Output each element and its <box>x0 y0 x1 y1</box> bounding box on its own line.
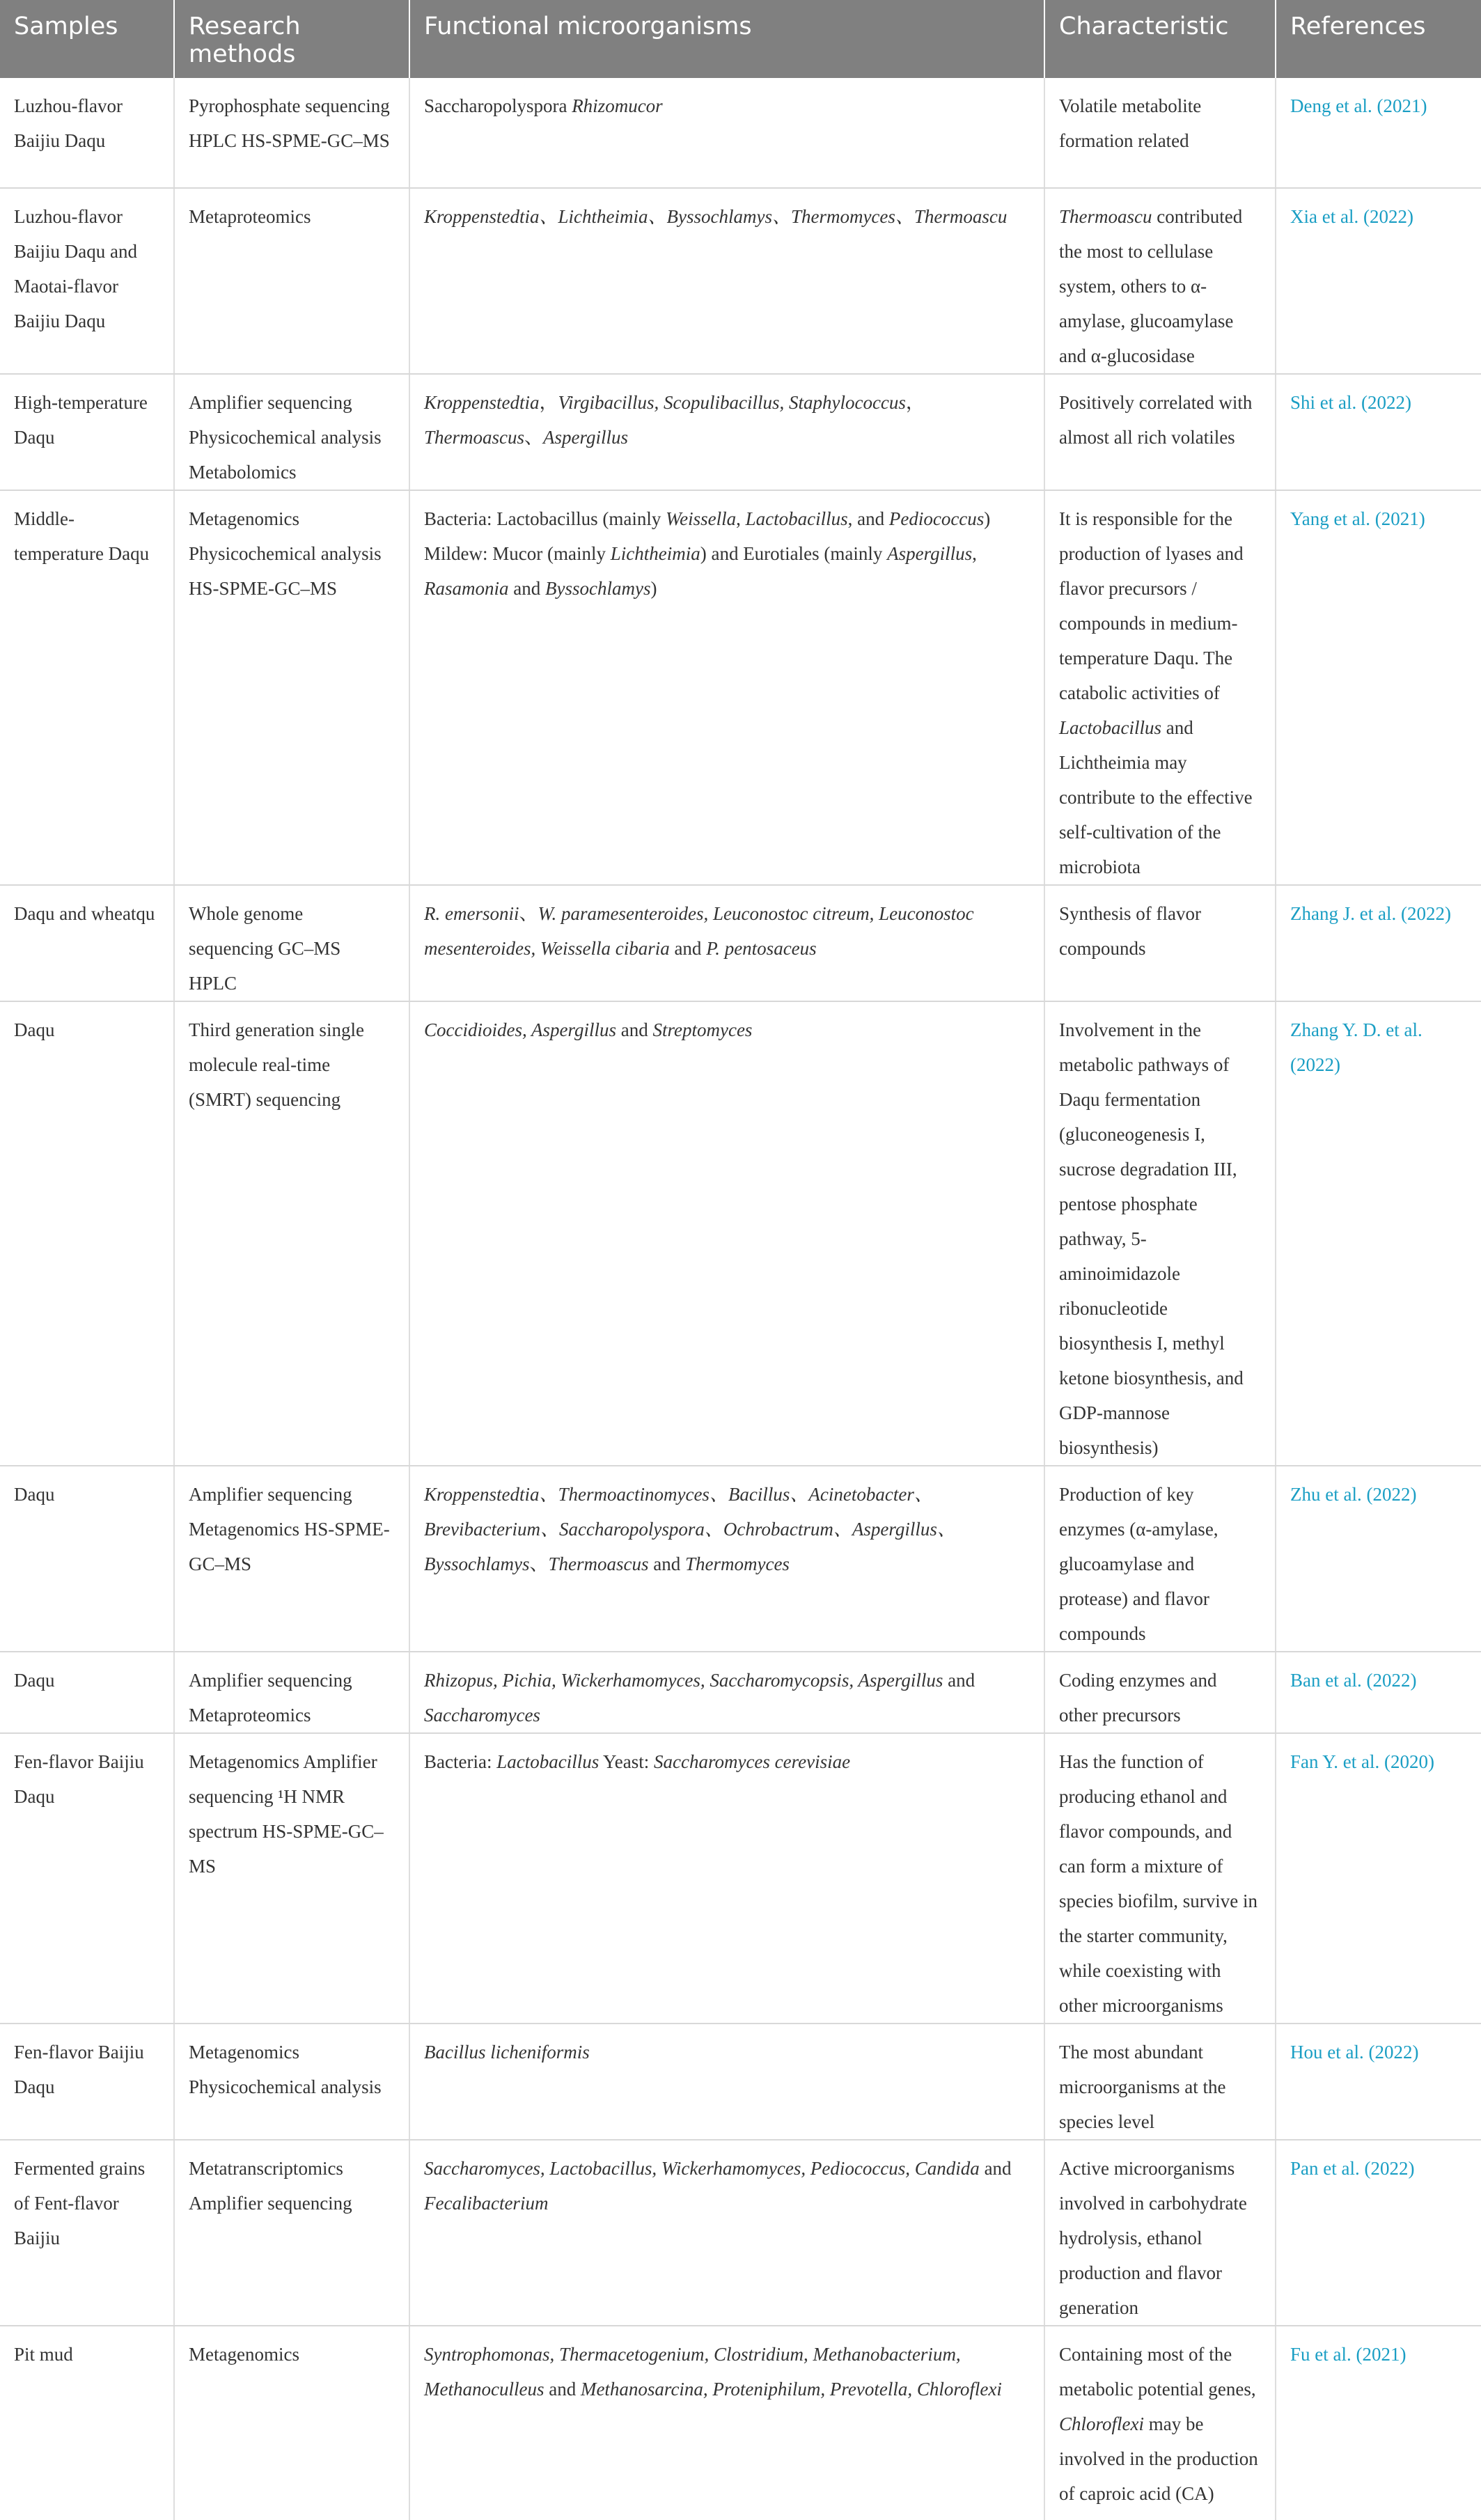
italic-text-segment: Chloroflexi <box>1059 2413 1144 2434</box>
cell-functional-microorganisms <box>409 188 1044 374</box>
text-segment: ) Mildew: Mucor (mainly <box>424 508 991 564</box>
text-segment: may be involved in the production of caproic acid (CA) <box>1059 2413 1258 2504</box>
text-segment: , <box>972 543 977 564</box>
text-segment: It is responsible for the production of lyases and flavor precursors / compounds in medium-temperature Daqu. The catabolic activities of <box>1059 508 1244 703</box>
italic-text-segment: Syntrophomonas, Thermacetogenium, Clostridium, Methanobacterium, Methanoculleus <box>424 2344 961 2400</box>
italic-text-segment: Thermomyces <box>684 1554 790 1574</box>
text-segment: contributed the most to cellulase system, others to α-amylase, glucoamylase and α-glucosidase <box>1059 206 1243 366</box>
cell-research-methods: Metagenomics Physicochemical analysis HS-SPME-GC–MS <box>174 490 409 885</box>
text-segment: and <box>616 1019 653 1040</box>
text-segment: ) and Eurotiales (mainly <box>700 543 888 564</box>
cell-research-methods: Pyrophosphate sequencing HPLC HS-SPME-GC–MS <box>174 78 409 188</box>
italic-text-segment: Saccharomyces, Lactobacillus, Wickerhamomyces, Pediococcus, Candida <box>424 2158 980 2179</box>
cell-functional-microorganisms <box>409 2024 1044 2140</box>
italic-text-segment: W. paramesenteroides, Leuconostoc citreum, Leuconostoc mesenteroides, Weissella cibaria <box>424 903 974 959</box>
text-segment: and Lichtheimia may contribute to the effective self-cultivation of the microbiota <box>1059 717 1253 877</box>
cell-characteristic <box>1044 2140 1276 2326</box>
cell-research-methods: Metagenomics Amplifier sequencing ¹H NMR spectrum HS-SPME-GC–MS <box>174 1733 409 2024</box>
cell-research-methods: Metaproteomics <box>174 188 409 374</box>
cell-research-methods: Amplifier sequencing Metagenomics HS-SPME-GC–MS <box>174 1466 409 1652</box>
cell-research-methods: Metatranscriptomics Amplifier sequencing <box>174 2140 409 2326</box>
cell-samples: Middle-temperature Daqu <box>0 490 174 885</box>
cell-reference-link[interactable]: Fan Y. et al. (2020) <box>1276 1733 1481 2024</box>
cell-functional-microorganisms <box>409 2326 1044 2520</box>
text-segment: Yeast: <box>599 1751 654 1772</box>
table-row <box>0 188 1481 374</box>
italic-text-segment: Methanosarcina, Proteniphilum, Prevotella, Chloroflexi <box>580 2379 1002 2400</box>
cell-samples: High-temperature Daqu <box>0 374 174 490</box>
text-segment: Bacteria: Lactobacillus (mainly <box>424 508 666 529</box>
table-row <box>0 2024 1481 2140</box>
cell-research-methods: Amplifier sequencing Metaproteomics <box>174 1652 409 1733</box>
cell-reference-link[interactable]: Fu et al. (2021) <box>1276 2326 1481 2520</box>
italic-text-segment: Coccidioides, Aspergillus <box>424 1019 616 1040</box>
italic-text-segment: Rhizopus, Pichia, Wickerhamomyces, Saccharomycopsis, Aspergillus <box>424 1670 943 1691</box>
cell-characteristic <box>1044 1466 1276 1652</box>
cell-research-methods: Third generation single molecule real-time (SMRT) sequencing <box>174 1001 409 1466</box>
italic-text-segment: Streptomyces <box>652 1019 753 1040</box>
text-segment: Active microorganisms involved in carbohydrate hydrolysis, ethanol production and flavor generation <box>1059 2158 1247 2318</box>
cell-characteristic <box>1044 1652 1276 1733</box>
table-row <box>0 78 1481 188</box>
cell-functional-microorganisms <box>409 1001 1044 1466</box>
cell-functional-microorganisms <box>409 490 1044 885</box>
text-segment: ， <box>905 392 925 413</box>
italic-text-segment: Aspergillus <box>887 543 973 564</box>
text-segment: Synthesis of flavor compounds <box>1059 903 1201 959</box>
text-segment: Containing most of the metabolic potential genes, <box>1059 2344 1256 2400</box>
text-segment: ， <box>539 392 558 413</box>
cell-functional-microorganisms <box>409 374 1044 490</box>
cell-samples: Daqu <box>0 1001 174 1466</box>
italic-text-segment: Fecalibacterium <box>424 2193 549 2214</box>
table-row <box>0 2326 1481 2520</box>
header-characteristic: Characteristic <box>1044 0 1276 78</box>
text-segment: and <box>648 1554 685 1574</box>
text-segment: , and <box>847 508 889 529</box>
cell-samples: Fen-flavor Baijiu Daqu <box>0 2024 174 2140</box>
cell-reference-link[interactable]: Zhang Y. D. et al. (2022) <box>1276 1001 1481 1466</box>
text-segment: Bacteria: <box>424 1751 497 1772</box>
text-segment: and <box>979 2158 1012 2179</box>
text-segment: and <box>544 2379 581 2400</box>
table-row <box>0 1466 1481 1652</box>
cell-samples: Daqu <box>0 1652 174 1733</box>
cell-characteristic <box>1044 188 1276 374</box>
text-segment: 、 <box>524 427 544 448</box>
cell-functional-microorganisms <box>409 78 1044 188</box>
italic-text-segment: Saccharomyces cerevisiae <box>653 1751 851 1772</box>
italic-text-segment: Thermoascus <box>424 427 525 448</box>
text-segment: The most abundant microorganisms at the species level <box>1059 2042 1226 2132</box>
header-references: References <box>1276 0 1481 78</box>
table-body <box>0 78 1481 2520</box>
cell-research-methods: Metagenomics Physicochemical analysis <box>174 2024 409 2140</box>
header-research-methods: Research methods <box>174 0 409 78</box>
cell-characteristic <box>1044 374 1276 490</box>
cell-samples: Pit mud <box>0 2326 174 2520</box>
text-segment: Coding enzymes and other precursors <box>1059 1670 1217 1725</box>
cell-reference-link[interactable]: Shi et al. (2022) <box>1276 374 1481 490</box>
table-header <box>0 0 1481 78</box>
table-row <box>0 374 1481 490</box>
italic-text-segment: R. emersonii <box>424 903 519 924</box>
italic-text-segment: Lactobacillus <box>496 1751 600 1772</box>
italic-text-segment: Weissella <box>666 508 737 529</box>
cell-samples: Fermented grains of Fent-flavor Baijiu <box>0 2140 174 2326</box>
text-segment: 、 <box>519 903 538 924</box>
italic-text-segment: Pediococcus <box>888 508 985 529</box>
italic-text-segment: Rasamonia <box>424 578 509 599</box>
italic-text-segment: Rhizomucor <box>572 95 663 116</box>
text-segment: and <box>669 938 707 959</box>
cell-functional-microorganisms <box>409 2140 1044 2326</box>
cell-characteristic <box>1044 885 1276 1001</box>
header-functional-microorganisms: Functional microorganisms <box>409 0 1044 78</box>
italic-text-segment: Bacillus licheniformis <box>424 2042 590 2063</box>
cell-functional-microorganisms <box>409 1733 1044 2024</box>
cell-functional-microorganisms <box>409 1466 1044 1652</box>
text-segment: , <box>736 508 746 529</box>
italic-text-segment: Thermoascu <box>1059 206 1152 227</box>
cell-functional-microorganisms <box>409 885 1044 1001</box>
text-segment: Production of key enzymes (α-amylase, glucoamylase and protease) and flavor compounds <box>1059 1484 1219 1644</box>
italic-text-segment: Lactobacillus <box>1059 717 1161 738</box>
text-segment: Volatile metabolite formation related <box>1059 95 1202 151</box>
cell-reference-link[interactable]: Pan et al. (2022) <box>1276 2140 1481 2326</box>
italic-text-segment: Kroppenstedtia、Lichtheimia、Byssochlamys、Thermomyces、Thermoascu <box>424 206 1008 227</box>
italic-text-segment: Byssochlamys <box>544 578 651 599</box>
text-segment: Involvement in the metabolic pathways of Daqu fermentation (gluconeogenesis I, sucrose degradation III, pentose phosphate pathway, 5-aminoimidazole ribonucleotide biosynthesis I, methyl ketone biosynthesis, and GDP-mannose biosynthesis) <box>1059 1019 1244 1458</box>
cell-research-methods: Whole genome sequencing GC–MS HPLC <box>174 885 409 1001</box>
italic-text-segment: Thermoascus <box>548 1554 649 1574</box>
italic-text-segment: Virgibacillus, Scopulibacillus, Staphylococcus <box>558 392 906 413</box>
cell-samples: Daqu <box>0 1466 174 1652</box>
cell-characteristic <box>1044 2326 1276 2520</box>
cell-reference-link[interactable]: Zhu et al. (2022) <box>1276 1466 1481 1652</box>
cell-reference-link[interactable]: Deng et al. (2021) <box>1276 78 1481 188</box>
cell-samples: Daqu and wheatqu <box>0 885 174 1001</box>
cell-reference-link[interactable]: Hou et al. (2022) <box>1276 2024 1481 2140</box>
cell-samples: Luzhou-flavor Baijiu Daqu <box>0 78 174 188</box>
text-segment: and <box>943 1670 975 1691</box>
cell-samples: Luzhou-flavor Baijiu Daqu and Maotai-flavor Baijiu Daqu <box>0 188 174 374</box>
cell-reference-link[interactable]: Xia et al. (2022) <box>1276 188 1481 374</box>
cell-characteristic <box>1044 1733 1276 2024</box>
cell-characteristic <box>1044 78 1276 188</box>
table-row <box>0 2140 1481 2326</box>
cell-reference-link[interactable]: Yang et al. (2021) <box>1276 490 1481 885</box>
table-row <box>0 490 1481 885</box>
cell-reference-link[interactable]: Ban et al. (2022) <box>1276 1652 1481 1733</box>
italic-text-segment: Kroppenstedtia、Thermoactinomyces、Bacillus、Acinetobacter、Brevibacterium、Saccharopolyspora、Ochrobactrum、Aspergillus、Byssochlamys <box>424 1484 956 1574</box>
text-segment: ) <box>650 578 657 599</box>
italic-text-segment: Kroppenstedtia <box>424 392 540 413</box>
table-row <box>0 1652 1481 1733</box>
header-samples: Samples <box>0 0 174 78</box>
italic-text-segment: Lichtheimia <box>610 543 700 564</box>
text-segment: Saccharopolyspora <box>424 95 572 116</box>
cell-research-methods: Amplifier sequencing Physicochemical analysis Metabolomics <box>174 374 409 490</box>
cell-reference-link[interactable]: Zhang J. et al. (2022) <box>1276 885 1481 1001</box>
table-row <box>0 1001 1481 1466</box>
cell-characteristic <box>1044 1001 1276 1466</box>
table-row <box>0 885 1481 1001</box>
text-segment: Positively correlated with almost all rich volatiles <box>1059 392 1253 448</box>
italic-text-segment: Saccharomyces <box>424 1705 540 1725</box>
text-segment: Has the function of producing ethanol and flavor compounds, and can form a mixture of species biofilm, survive in the starter community, while coexisting with other microorganisms <box>1059 1751 1257 2016</box>
cell-functional-microorganisms <box>409 1652 1044 1733</box>
table-row <box>0 1733 1481 2024</box>
text-segment: and <box>508 578 545 599</box>
italic-text-segment: Aspergillus <box>543 427 629 448</box>
header-row <box>0 0 1481 78</box>
cell-characteristic <box>1044 2024 1276 2140</box>
italic-text-segment: P. pentosaceus <box>706 938 817 959</box>
text-segment: 、 <box>529 1554 549 1574</box>
cell-characteristic <box>1044 490 1276 885</box>
cell-samples: Fen-flavor Baijiu Daqu <box>0 1733 174 2024</box>
italic-text-segment: Lactobacillus <box>745 508 848 529</box>
cell-research-methods: Metagenomics <box>174 2326 409 2520</box>
